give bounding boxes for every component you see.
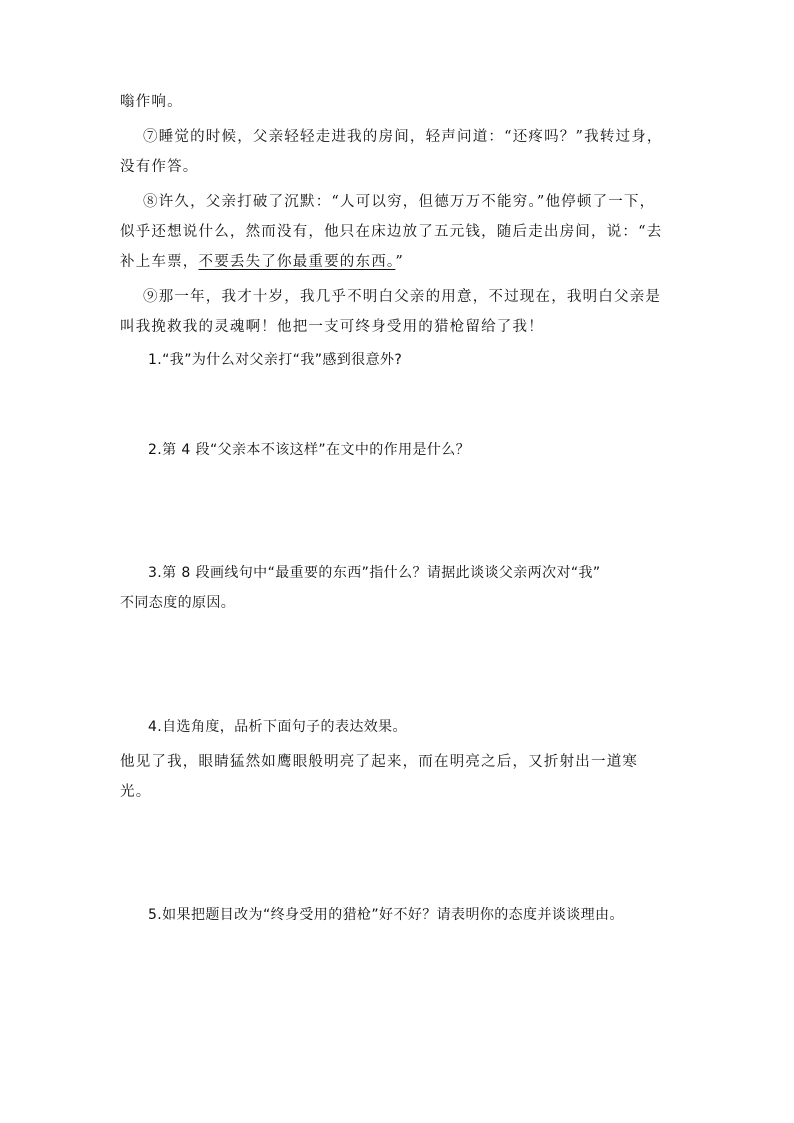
question-5: 5.如果把题目改为“终身受用的猎枪”好不好？请表明你的态度并谈谈理由。 bbox=[148, 907, 624, 923]
question-4: 4.自选角度，品析下面句子的表达效果。 bbox=[148, 719, 407, 735]
question-4-quote-line2: 光。 bbox=[120, 784, 152, 800]
question-4-quote-line1: 他见了我，眼睛猛然如鹰眼般明亮了起来，而在明亮之后，又折射出一道寒 bbox=[120, 754, 639, 770]
passage-p8-line3 bbox=[120, 252, 404, 272]
passage-p8-line3-pre: 补上车票， bbox=[120, 254, 199, 270]
question-3-line2: 不同态度的原因。 bbox=[120, 595, 236, 611]
passage-p7-line2: 没有作答。 bbox=[120, 159, 199, 175]
passage-p8-line2: 似乎还想说什么，然而没有，他只在床边放了五元钱，随后走出房间，说：“去 bbox=[120, 224, 663, 240]
question-2: 2.第 4 段“父亲本不该这样”在文中的作用是什么？ bbox=[148, 442, 471, 458]
question-3-line1: 3.第 8 段画线句中“最重要的东西”指什么？请据此谈谈父亲两次对“我” bbox=[148, 565, 601, 581]
passage-p7-line1: ⑦睡觉的时候，父亲轻轻走进我的房间，轻声问道：“还疼吗？”我转过身， bbox=[143, 129, 663, 145]
question-1: 1.“我”为什么对父亲打“我”感到很意外? bbox=[148, 352, 403, 368]
passage-p9-line2: 叫我挽救我的灵魂啊！他把一支可终身受用的猎枪留给了我！ bbox=[120, 319, 544, 335]
underlined-sentence: 不要丢失了你最重要的东西。 bbox=[198, 254, 396, 270]
passage-p9-line1: ⑨那一年，我才十岁，我几乎不明白父亲的用意，不过现在，我明白父亲是 bbox=[143, 289, 662, 305]
passage-p8-line1: ⑧许久，父亲打破了沉默：“人可以穷，但德万万不能穷。”他停顿了一下， bbox=[143, 194, 656, 210]
passage-p8-line3-post: ” bbox=[395, 254, 404, 270]
passage-p6-tail: 嗡作响。 bbox=[120, 94, 183, 110]
